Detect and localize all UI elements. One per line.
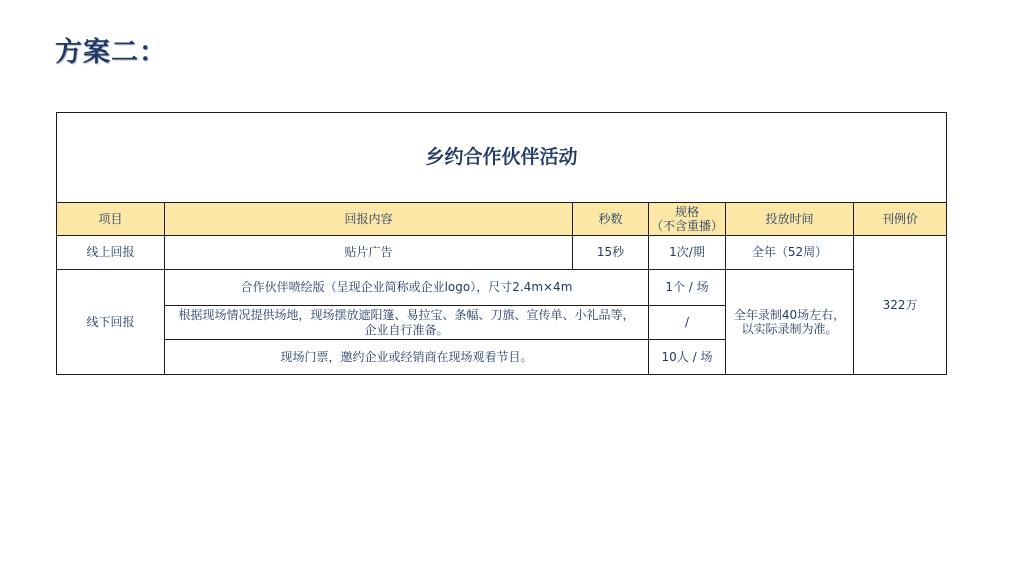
plan-table xyxy=(56,112,947,375)
offline-content-venue xyxy=(165,306,649,340)
offline-content-tickets: 现场门票，邀约企业或经销商在现场观看节目。 xyxy=(165,340,649,375)
offline-spec-banner: 1个 / 场 xyxy=(649,270,726,306)
price-cell: 322万 xyxy=(854,236,947,375)
offline-item: 线下回报 xyxy=(57,270,165,375)
offline-time-line1: 全年录制40场左右， xyxy=(733,307,846,322)
header-time: 投放时间 xyxy=(726,203,854,236)
online-seconds: 15秒 xyxy=(573,236,649,270)
online-time: 全年（52周） xyxy=(726,236,854,270)
table-header-row xyxy=(57,203,947,236)
slide-title: 方案二： xyxy=(55,37,167,68)
offline-content-banner: 合作伙伴喷绘版（呈现企业简称或企业logo），尺寸2.4m×4m xyxy=(165,270,649,306)
header-spec-line2: （不含重播） xyxy=(651,219,724,233)
offline-spec-venue: / xyxy=(649,306,726,340)
offline-time xyxy=(726,270,854,375)
table-row-offline xyxy=(57,270,947,306)
header-seconds: 秒数 xyxy=(573,203,649,236)
online-spec: 1次/期 xyxy=(649,236,726,270)
offline-content-venue-line1: 根据现场情况提供场地，现场摆放遮阳篷、易拉宝、条幅、刀旗、宣传单、小礼品等， xyxy=(178,308,635,323)
offline-spec-tickets: 10人 / 场 xyxy=(649,340,726,375)
online-content: 贴片广告 xyxy=(165,236,573,270)
table-row-online xyxy=(57,236,947,270)
header-content: 回报内容 xyxy=(165,203,573,236)
offline-time-line2: 以实际录制为准。 xyxy=(741,322,838,336)
header-spec-line1: 规格 xyxy=(674,204,699,219)
table-title: 乡约合作伙伴活动 xyxy=(57,113,947,203)
online-item: 线上回报 xyxy=(57,236,165,270)
offline-content-venue-line2: 企业自行准备。 xyxy=(364,322,449,337)
header-spec xyxy=(649,203,726,236)
table-title-row xyxy=(57,113,947,203)
header-price: 刊例价 xyxy=(854,203,947,236)
header-item: 项目 xyxy=(57,203,165,236)
